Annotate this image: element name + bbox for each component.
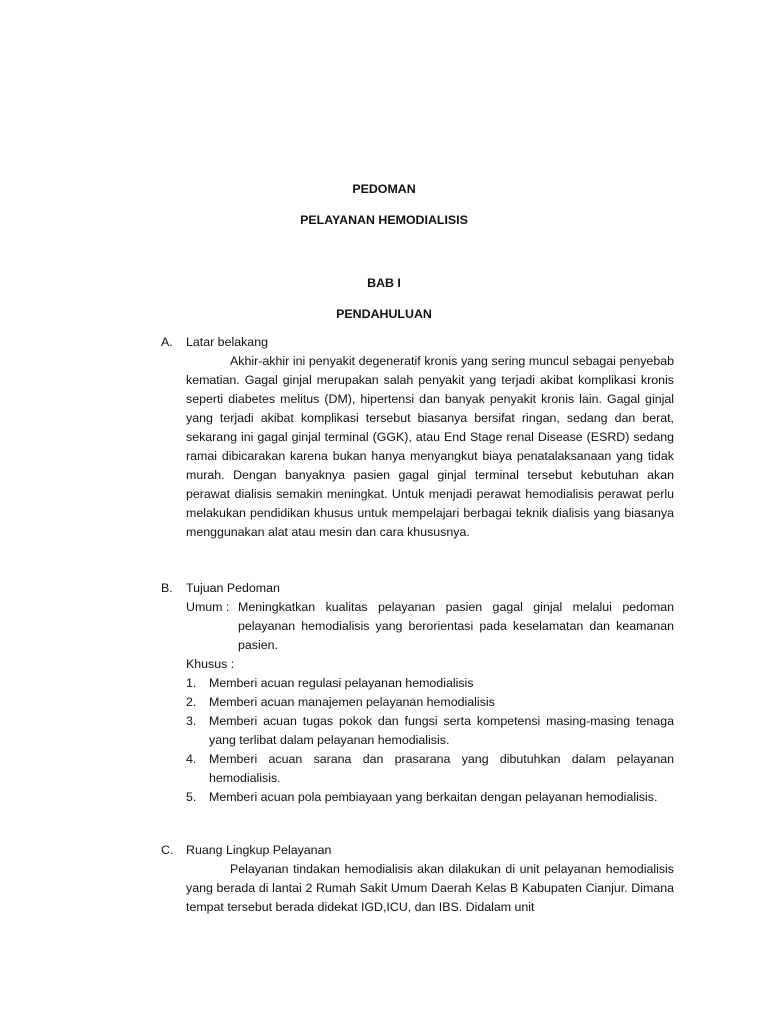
document-subtitle: PELAYANAN HEMODIALISIS — [300, 213, 468, 227]
list-item — [186, 693, 674, 712]
umum-label: Umum : — [186, 600, 230, 614]
section-letter: A. — [161, 335, 173, 349]
section-title: Tujuan Pedoman — [186, 581, 280, 595]
section-ruang-lingkup — [161, 841, 675, 917]
section-latar-belakang — [161, 333, 675, 542]
umum-text: Meningkatkan kualitas pelayanan pasien gagal ginjal melalui pedoman pelayanan hemodialisis yang berorientasi pada keselamatan dan keamanan pasien. — [238, 600, 674, 652]
section-heading — [161, 841, 675, 860]
chapter-number: BAB I — [367, 276, 401, 290]
list-item-text: Memberi acuan regulasi pelayanan hemodialisis — [209, 676, 474, 690]
section-heading — [161, 579, 675, 598]
list-item-number: 5. — [186, 790, 197, 804]
section-tujuan-pedoman — [161, 579, 675, 807]
section-title: Latar belakang — [186, 335, 268, 349]
list-item-text: Memberi acuan sarana dan prasarana yang dibutuhkan dalam pelayanan hemodialisis. — [209, 752, 674, 785]
chapter-title: PENDAHULUAN — [336, 307, 432, 321]
khusus-label: Khusus : — [186, 657, 235, 671]
section-letter: C. — [161, 843, 174, 857]
list-item-text: Memberi acuan manajemen pelayanan hemodialisis — [209, 695, 495, 709]
list-item — [186, 674, 674, 693]
section-letter: B. — [161, 581, 173, 595]
section-heading — [161, 333, 675, 352]
section-title: Ruang Lingkup Pelayanan — [186, 843, 332, 857]
section-paragraph: Akhir-akhir ini penyakit degeneratif kronis yang sering muncul sebagai penyebab kematian. Gagal ginjal merupakan salah penyakit yang terjadi akibat komplikasi kronis seperti diabetes melitus (DM), hipertensi dan banyak penyakit kronis lain. Gagal ginjal yang terjadi akibat komplikasi tersebut biasanya bersifat ringan, sedang dan berat, sekarang ini gagal ginjal terminal (GGK), atau End Stage renal Disease (ESRD) sedang ramai dibicarakan karena bukan hanya menyangkut biaya penatalaksanaan yang tidak murah. Dengan banyaknya pasien gagal ginjal terminal tersebut kebutuhan akan perawat dialisis semakin meningkat. Untuk menjadi perawat hemodialisis perawat perlu melakukan pendidikan khusus untuk mempelajari berbagai teknik dialisis yang biasanya menggunakan alat atau mesin dan cara khususnya. — [186, 354, 674, 539]
document-title: PEDOMAN — [352, 182, 416, 196]
list-item-number: 1. — [186, 676, 197, 690]
list-item-text: Memberi acuan pola pembiayaan yang berkaitan dengan pelayanan hemodialisis. — [209, 790, 658, 804]
khusus-list — [161, 674, 675, 807]
section-paragraph: Pelayanan tindakan hemodialisis akan dilakukan di unit pelayanan hemodialisis yang berada di lantai 2 Rumah Sakit Umum Daerah Kelas B Kabupaten Cianjur. Dimana tempat tersebut berada didekat IGD,ICU, dan IBS. Didalam unit — [186, 862, 674, 914]
list-item — [186, 712, 674, 750]
list-item — [186, 788, 674, 807]
list-item — [186, 750, 674, 788]
umum-block — [186, 598, 674, 655]
list-item-text: Memberi acuan tugas pokok dan fungsi serta kompetensi masing-masing tenaga yang terlibat dalam pelayanan hemodialisis. — [209, 714, 674, 747]
list-item-number: 3. — [186, 714, 197, 728]
list-item-number: 2. — [186, 695, 197, 709]
list-item-number: 4. — [186, 752, 197, 766]
